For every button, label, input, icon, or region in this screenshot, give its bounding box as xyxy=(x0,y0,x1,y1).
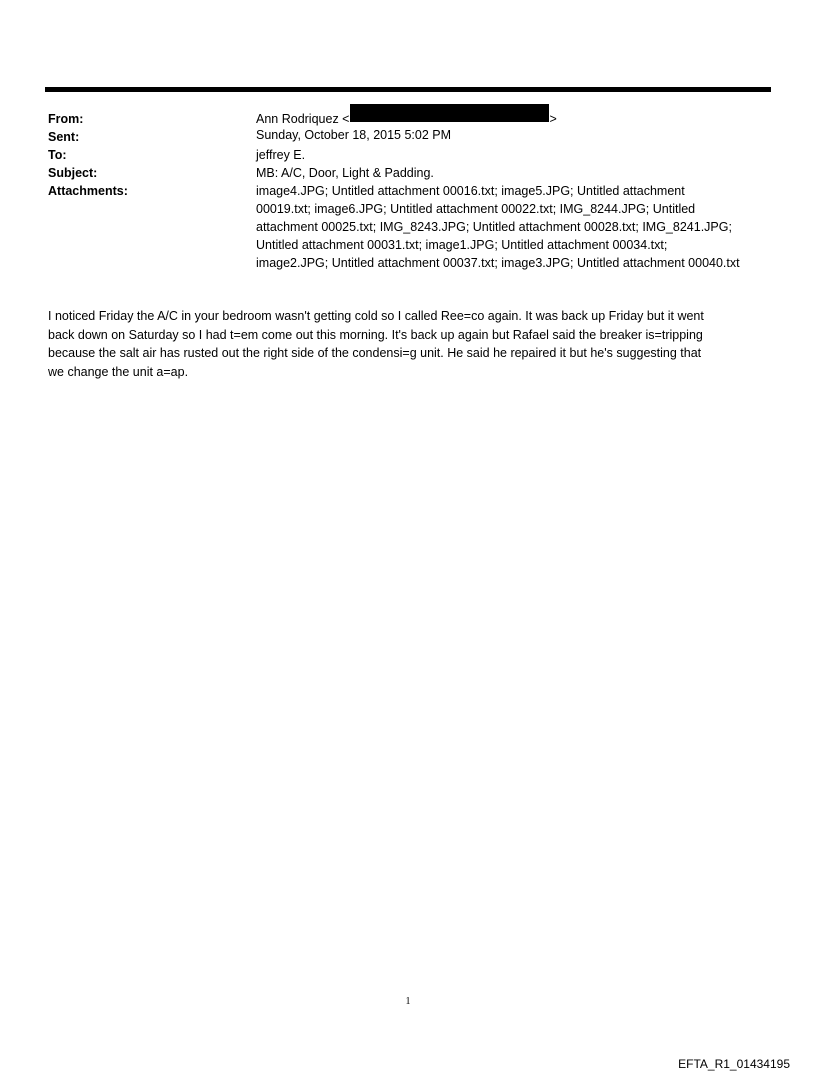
body-line: back down on Saturday so I had t=em come out this morning. It's back up again but Rafael said the breaker is=tripping xyxy=(48,327,703,342)
redaction-box xyxy=(350,104,549,122)
to-row xyxy=(48,146,778,164)
to-label: To: xyxy=(48,148,67,162)
email-header xyxy=(48,110,778,272)
email-body xyxy=(48,307,768,381)
sender-name: Ann Rodriquez < xyxy=(256,112,350,126)
body-line: I noticed Friday the A/C in your bedroom wasn't getting cold so I called Ree=co again. It was back up Friday but it went xyxy=(48,309,704,323)
attachments-line: attachment 00025.txt; IMG_8243.JPG; Untitled attachment 00028.txt; IMG_8241.JPG; xyxy=(256,220,732,234)
attachments-row xyxy=(48,182,778,272)
attachments-line: image2.JPG; Untitled attachment 00037.txt; image3.JPG; Untitled attachment 00040.txt xyxy=(256,256,740,270)
header-divider xyxy=(45,87,771,92)
subject-value: MB: A/C, Door, Light & Padding. xyxy=(256,166,434,180)
sent-row xyxy=(48,128,778,146)
attachments-line: 00019.txt; image6.JPG; Untitled attachment 00022.txt; IMG_8244.JPG; Untitled xyxy=(256,202,696,216)
sent-value: Sunday, October 18, 2015 5:02 PM xyxy=(256,128,452,142)
subject-row xyxy=(48,164,778,182)
subject-label: Subject: xyxy=(48,166,98,180)
attachments-value xyxy=(256,182,778,272)
sender-suffix: > xyxy=(549,112,557,126)
attachments-label: Attachments: xyxy=(48,184,128,198)
from-label: From: xyxy=(48,112,84,126)
page-number: 1 xyxy=(405,996,411,1007)
body-line: because the salt air has rusted out the right side of the condensi=g unit. He said he repaired it but he's suggesting that xyxy=(48,346,702,360)
attachments-line: image4.JPG; Untitled attachment 00016.txt; image5.JPG; Untitled attachment xyxy=(256,184,685,198)
to-value: jeffrey E. xyxy=(256,148,306,162)
body-line: we change the unit a=ap. xyxy=(48,364,189,379)
attachments-line: Untitled attachment 00031.txt; image1.JPG; Untitled attachment 00034.txt; xyxy=(256,238,668,252)
document-id: EFTA_R1_01434195 xyxy=(678,1057,790,1071)
sent-label: Sent: xyxy=(48,130,80,144)
